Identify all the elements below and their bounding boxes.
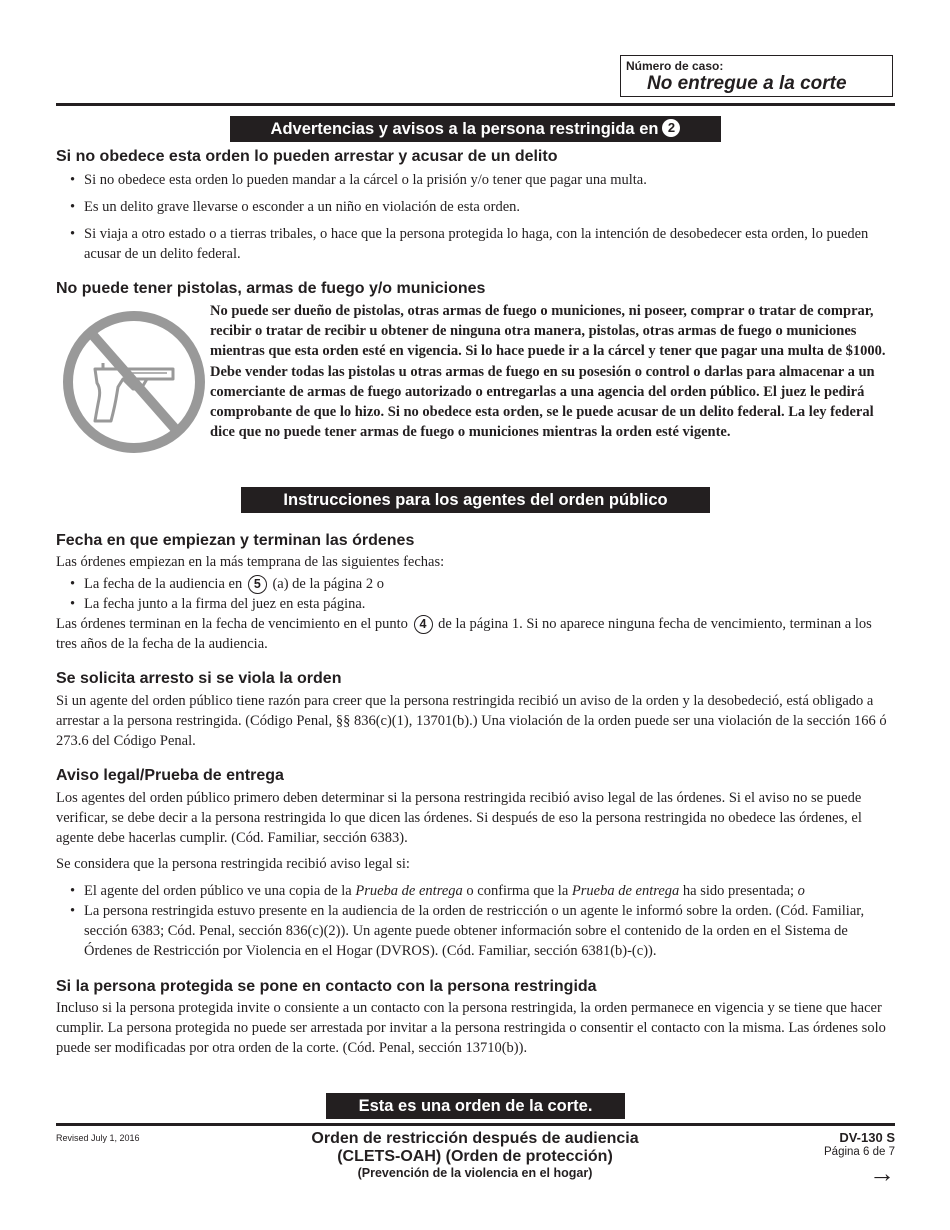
- case-number-box: [620, 55, 893, 97]
- item-number-circle: 2: [662, 119, 680, 137]
- warnings-banner: [230, 116, 721, 142]
- item-4-circle: 4: [414, 615, 433, 634]
- arrest-required-heading: Se solicita arresto si se viola la orden: [56, 670, 342, 687]
- next-page-arrow-icon: →: [869, 1158, 895, 1188]
- list-item: • Si no obedece esta orden lo pueden mandar a la cárcel o la prisión y/o tener que pagar una multa.: [56, 170, 896, 190]
- case-number-label: Número de caso:: [626, 59, 724, 73]
- form-title-line1: Orden de restricción después de audiencia: [311, 1130, 639, 1147]
- notice-considered: Se considera que la persona restringida recibió aviso legal si:: [56, 856, 410, 872]
- contact-heading: Si la persona protegida se pone en contacto con la persona restringida: [56, 978, 597, 995]
- form-number: DV-130 S: [839, 1130, 895, 1145]
- dates-intro: Las órdenes empiezan en la más temprana de las siguientes fechas:: [56, 554, 445, 570]
- list-item: • El agente del orden público ve una copia de la Prueba de entrega o confirma que la Prueba de entrega ha sido presentada; o: [56, 881, 896, 901]
- dates-end-text: Las órdenes terminan en la fecha de vencimiento en el punto 4 de la página 1. Si no aparece ninguna fecha de vencimiento, terminan a los tres años de la fecha de la audiencia.: [56, 616, 872, 652]
- warnings-banner-text: Advertencias y avisos a la persona restringida en: [270, 120, 659, 138]
- arrest-warning-heading: Si no obedece esta orden lo pueden arrestar y acusar de un delito: [56, 148, 558, 165]
- page-number: Página 6 de 7: [824, 1146, 895, 1158]
- form-title-line3: (Prevención de la violencia en el hogar): [357, 1166, 593, 1180]
- bottom-rule: [56, 1123, 895, 1126]
- item-5-circle: 5: [248, 575, 267, 594]
- arrest-required-text: Si un agente del orden público tiene razón para creer que la persona restringida recibió un aviso de la orden y la desobedeció, está obligado a arrestar a la persona restringida. (Código Penal, §§ 836(c)(1), 13701(b).) Una violación de la orden puede ser una violación de la sección 166 ó 273.6 del Código Penal.: [56, 693, 887, 749]
- notice-text: Los agentes del orden público primero deben determinar si la persona restringida recibió aviso legal de las órdenes. Si el aviso no se puede verificar, se debe decir a la persona restringida lo que dicen las órdenes. Si después de eso la persona restringida no obedece las órdenes, el agente debe hacerlas cumplir. (Cód. Familiar, sección 6383).: [56, 790, 862, 846]
- list-item: • La fecha junto a la firma del juez en esta página.: [56, 594, 896, 614]
- guns-heading: No puede tener pistolas, armas de fuego y/o municiones: [56, 280, 486, 297]
- form-title: [245, 1130, 705, 1180]
- court-order-banner: Esta es una orden de la corte.: [326, 1093, 625, 1119]
- arrest-warning-list: [56, 170, 896, 264]
- list-item: • Es un delito grave llevarse o esconder a un niño en violación de esta orden.: [56, 197, 896, 217]
- form-title-line2: (CLETS-OAH) (Orden de protección): [337, 1148, 613, 1165]
- list-item: • La fecha de la audiencia en 5 (a) de la página 2 o: [56, 574, 896, 594]
- no-guns-icon: [63, 311, 205, 453]
- notice-heading: Aviso legal/Prueba de entrega: [56, 767, 284, 784]
- notice-list: [56, 881, 896, 961]
- dates-section: [56, 552, 896, 654]
- case-number-value: No entregue a la corte: [647, 73, 847, 94]
- guns-text: No puede ser dueño de pistolas, otras armas de fuego o municiones, ni poseer, comprar o tratar de comprar, recibir o tratar de recibir u obtener de ninguna otra manera, pistolas, otras armas de fuego o municiones mientras que esta orden esté en vigencia. Si lo hace puede ir a la cárcel y tener que pagar una multa de $1000. Debe vender todas las pistolas u otras armas de fuego en su posesión o control o darlas para almacenar a un comerciante de armas de fuego autorizado o entregarlas a una agencia del orden público. El juez le pedirá comprobante de que lo hizo. Si no obedece esta orden, se le puede acusar de un delito federal. La ley federal dice que no puede tener armas de fuego o municiones mientras la orden esté vigente.: [210, 303, 886, 441]
- form-info: [790, 1130, 895, 1188]
- list-item: • Si viaja a otro estado o a tierras tribales, o hace que la persona protegida lo haga, con la intención de desobedecer esta orden, lo pueden acusar de un delito federal.: [56, 224, 896, 264]
- contact-text: Incluso si la persona protegida invite o consiente a un contacto con la persona restringida, la orden permanece en vigencia y se tiene que hacer cumplir. La persona protegida no puede ser arrestada por invitar a la persona restringida o consentir el contacto con la misma. Las órdenes solo puede ser modificadas por otra orden de la corte. (Cód. Penal, sección 13710(b)).: [56, 1000, 886, 1056]
- revised-date: Revised July 1, 2016: [56, 1133, 140, 1143]
- list-item: • La persona restringida estuvo presente en la audiencia de la orden de restricción o un agente le informó sobre la orden. (Cód. Familiar, sección 6383; Cód. Penal, sección 836(c)(2)). Un agente puede obtener información sobre el contenido de la orden en el Sistema de Órdenes de Restricción por Violencia en el Hogar (DVROS). (Cód. Familiar, sección 6381(b)-(c)).: [56, 901, 896, 961]
- dates-heading: Fecha en que empiezan y terminan las órdenes: [56, 532, 415, 549]
- top-rule: [56, 103, 895, 106]
- instructions-banner: Instrucciones para los agentes del orden público: [241, 487, 710, 513]
